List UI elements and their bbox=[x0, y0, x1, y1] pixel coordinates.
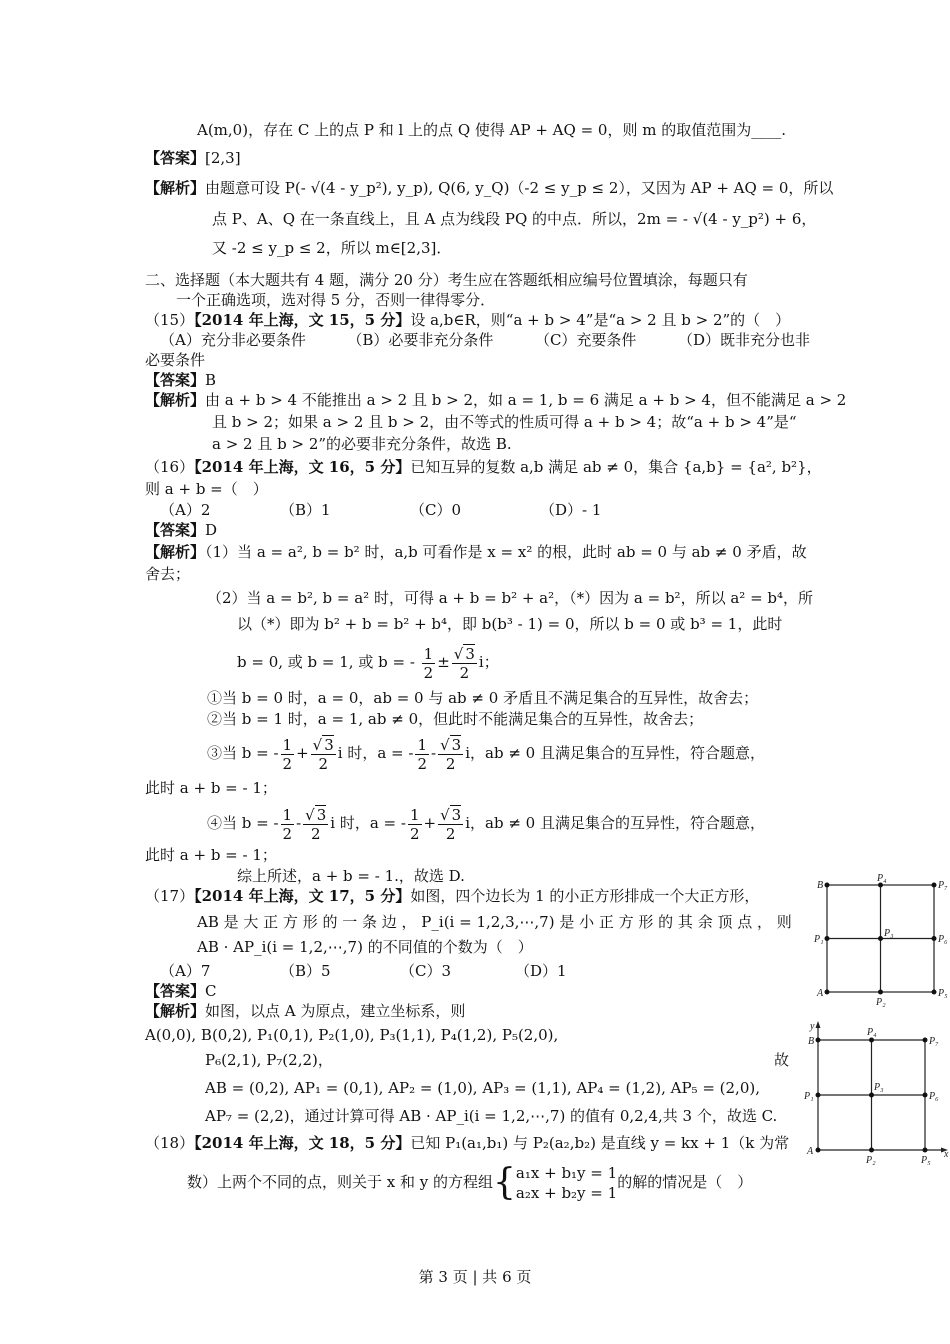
fraction-half: $\frac{1}{2}$ bbox=[423, 644, 434, 682]
equation-1: a₁x + b₁y = 1 bbox=[515, 1164, 618, 1182]
q16-case-3-wrap: 此时 a + b = - 1； bbox=[145, 779, 277, 797]
label-p5: P₅ bbox=[921, 1155, 931, 1166]
equation-system bbox=[516, 1163, 617, 1203]
formula-pre: b = 0, 或 b = 1, 或 b = - bbox=[237, 653, 415, 671]
q17-option-c: （C）3 bbox=[400, 962, 452, 980]
brace-icon: { bbox=[493, 1162, 516, 1203]
q18-text: 已知 P₁(a₁,b₁) 与 P₂(a₂,b₂) 是直线 y = kx + 1（k 为常 bbox=[410, 1134, 790, 1152]
q17-text: 如图，四个边长为 1 的小正方形排成一个大正方形， bbox=[410, 887, 760, 905]
label-p1: P₁ bbox=[804, 1091, 814, 1102]
q17-stem-2: AB 是 大 正 方 形 的 一 条 边 ， P_i(i = 1,2,3,⋯,7) 是 小 正 方 形 的 其 余 顶 点 ， 则 bbox=[197, 913, 792, 931]
q17-vectors: AB = (0,2), AP₁ = (0,1), AP₂ = (1,0), AP₃ = (1,1), AP₄ = (1,2), AP₅ = (2,0), bbox=[205, 1079, 760, 1097]
answer-value: C bbox=[205, 982, 217, 1000]
answer-label: 【答案】 bbox=[145, 371, 206, 389]
q17-answer bbox=[145, 981, 217, 1001]
label-p1: P₁ bbox=[814, 934, 824, 945]
q16-analysis-2-2: 以（*）即为 b² + b = b² + b⁴，即 b(b³ - 1) = 0，所以 b = 0 或 b³ = 1，此时 bbox=[237, 615, 783, 633]
q15-text: 设 a,b∈R，则“a + b > 4”是“a > 2 且 b > 2”的（ ） bbox=[410, 311, 791, 329]
q17-option-a: （A）7 bbox=[160, 962, 211, 980]
q17-option-b: （B）5 bbox=[280, 962, 331, 980]
q16-stem-1 bbox=[145, 457, 822, 477]
label-y-axis: y bbox=[810, 1021, 815, 1032]
q15-option-d: （D）既非充分也非 bbox=[677, 331, 810, 349]
q17-options bbox=[160, 961, 567, 981]
q16-case-2: ②当 b = 1 时，a = 1, ab ≠ 0，但此时不能满足集合的互异性，故舍去； bbox=[207, 710, 704, 728]
q16-option-c: （C）0 bbox=[410, 501, 462, 519]
analysis-text: （1）当 a = a², b = b² 时，a,b 可看作是 x = x² 的根，此时 ab = 0 与 ab ≠ 0 矛盾，故 bbox=[205, 543, 807, 561]
label-b: B bbox=[808, 1036, 815, 1047]
q18-number: （18） bbox=[145, 1134, 195, 1152]
q18-source: 【2014 年上海，文 18，5 分】 bbox=[194, 1134, 411, 1152]
q17-final: AP₇ = (2,2)，通过计算可得 AB · AP_i(i = 1,2,⋯,7) 的值有 0,2,4,共 3 个，故选 C. bbox=[205, 1107, 778, 1125]
q15-analysis-3: a > 2 且 b > 2”的必要非充分条件，故选 B. bbox=[212, 435, 512, 453]
analysis-label: 【解析】 bbox=[145, 179, 206, 197]
q16-option-b: （B）1 bbox=[280, 501, 331, 519]
analysis-text: 由 a + b > 4 不能推出 a > 2 且 b > 2，如 a = 1, b = 6 满足 a + b > 4，但不能满足 a > 2 bbox=[205, 391, 847, 409]
answer-label: 【答案】 bbox=[145, 982, 206, 1000]
analysis-text: 如图，以点 A 为原点，建立坐标系，则 bbox=[205, 1002, 466, 1020]
formula-mid: i 时，a = - bbox=[330, 814, 406, 832]
label-b: B bbox=[817, 880, 824, 891]
q18-stem-1 bbox=[145, 1133, 789, 1153]
q16-number: （16） bbox=[145, 458, 195, 476]
answer-label: 【答案】 bbox=[145, 521, 206, 539]
formula-pre: ③当 b = - bbox=[207, 744, 279, 762]
page-footer: 第 3 页 | 共 6 页 bbox=[418, 1268, 532, 1286]
q15-stem bbox=[145, 310, 790, 330]
q15-option-c: （C）充要条件 bbox=[534, 331, 637, 349]
coordinate-grid-diagram bbox=[800, 1015, 950, 1175]
formula-mid: i 时，a = - bbox=[337, 744, 414, 762]
q16-text: 已知互异的复数 a,b 满足 ab ≠ 0，集合 {a,b} = {a², b²}， bbox=[410, 458, 822, 476]
q16-summary: 综上所述，a + b = - 1.，故选 D. bbox=[237, 867, 465, 885]
q14-analysis-2: 点 P、A、Q 在一条直线上，且 A 点为线段 PQ 的中点．所以，2m = - √(4 - y_p²) + 6， bbox=[212, 210, 817, 228]
section2-heading-1: 二、选择题（本大题共有 4 题，满分 20 分）考生应在答题纸相应编号位置填涂，每题只有 bbox=[145, 271, 748, 289]
label-p3: P₃ bbox=[884, 928, 894, 939]
analysis-label: 【解析】 bbox=[145, 543, 206, 561]
square-grid-diagram bbox=[805, 868, 950, 1008]
label-a: A bbox=[817, 988, 824, 999]
q16-analysis-2-3: b = 0, 或 b = 1, 或 b = - $\frac{1}{2}$ ± $\frac{√ 3}{2}$ i； bbox=[237, 644, 499, 682]
q16-options bbox=[160, 500, 601, 520]
q16-option-d: （D）- 1 bbox=[540, 501, 602, 519]
q17-analysis-1 bbox=[145, 1001, 465, 1021]
label-x-axis: x bbox=[944, 1149, 949, 1160]
q17-number: （17） bbox=[145, 887, 195, 905]
q15-source: 【2014 年上海，文 15，5 分】 bbox=[194, 311, 411, 329]
q15-analysis-1 bbox=[145, 390, 846, 410]
formula-pre: ④当 b = - bbox=[207, 814, 279, 832]
q16-analysis-1 bbox=[145, 542, 807, 562]
analysis-label: 【解析】 bbox=[145, 1002, 206, 1020]
q15-number: （15） bbox=[145, 311, 195, 329]
q17-coords-2: P₆(2,1), P₇(2,2)， bbox=[205, 1051, 333, 1069]
label-p2: P₂ bbox=[866, 1155, 876, 1166]
q16-answer bbox=[145, 520, 217, 540]
q17-coords-1: A(0,0), B(0,2), P₁(0,1), P₂(1,0), P₃(1,1), P₄(1,2), P₅(2,0), bbox=[145, 1026, 559, 1044]
q17-coords-gu: 故 bbox=[774, 1051, 790, 1069]
q17-option-d: （D）1 bbox=[515, 962, 567, 980]
q15-option-b: （B）必要非充分条件 bbox=[347, 331, 494, 349]
q16-stem-2: 则 a + b =（ ） bbox=[145, 480, 268, 498]
q14-analysis-1 bbox=[145, 178, 833, 198]
label-p5: P₅ bbox=[938, 988, 948, 999]
q16-analysis-1-wrap: 舍去； bbox=[145, 565, 191, 583]
q16-analysis-2-1: （2）当 a = b², b = a² 时，可得 a + b = b² + a²，（*）因为 a = b²，所以 a² = b⁴，所 bbox=[207, 589, 814, 607]
q15-options bbox=[160, 330, 810, 350]
answer-value: [2,3] bbox=[205, 149, 241, 167]
label-a: A bbox=[807, 1146, 814, 1157]
formula-post: i，ab ≠ 0 且满足集合的互异性，符合题意， bbox=[465, 744, 765, 762]
q16-option-a: （A）2 bbox=[160, 501, 211, 519]
answer-label: 【答案】 bbox=[145, 149, 206, 167]
q17-source: 【2014 年上海，文 17，5 分】 bbox=[194, 887, 411, 905]
label-p2: P₂ bbox=[876, 997, 886, 1008]
analysis-text: 由题意可设 P(- √(4 - y_p²), y_p), Q(6, y_Q)（-2 ≤ y_p ≤ 2），又因为 AP + AQ = 0，所以 bbox=[205, 179, 834, 197]
answer-value: D bbox=[205, 521, 218, 539]
fraction-sqrt3-half: $\frac{√ 3}{2}$ bbox=[453, 644, 475, 682]
q18-stem-2 bbox=[187, 1160, 752, 1204]
q17-stem-3: AB · AP_i(i = 1,2,⋯,7) 的不同值的个数为（ ） bbox=[197, 938, 533, 956]
label-p7: P₇ bbox=[938, 880, 948, 891]
answer-value: B bbox=[205, 371, 217, 389]
formula-post: i，ab ≠ 0 且满足集合的互异性，符合题意， bbox=[465, 814, 765, 832]
label-p6: P₆ bbox=[929, 1091, 939, 1102]
q16-case-4: ④当 b = - $\frac{1}{2}$ - $\frac{√ 3}{2}$ i 时，a = - $\frac{1}{2}$ + $\frac{√ 3}{2}$ i，ab ≠ 0 且满足集合的互异性，符合题意， bbox=[207, 805, 765, 843]
section2-heading-2: 一个正确选项，选对得 5 分，否则一律得零分． bbox=[176, 291, 496, 309]
q14-line1: A(m,0)，存在 C 上的点 P 和 l 上的点 Q 使得 AP + AQ = 0，则 m 的取值范围为____. bbox=[197, 121, 786, 139]
q16-case-3: ③当 b = - $\frac{1}{2}$ + $\frac{√ 3}{2}$ i 时，a = - $\frac{1}{2}$ - $\frac{√ 3}{2}$ i，ab ≠ 0 且满足集合的互异性，符合题意， bbox=[207, 735, 765, 773]
analysis-label: 【解析】 bbox=[145, 391, 206, 409]
label-p4: P₄ bbox=[877, 873, 887, 884]
equation-2: a₂x + b₂y = 1 bbox=[515, 1184, 618, 1202]
q14-analysis-3: 又 -2 ≤ y_p ≤ 2，所以 m∈[2,3]． bbox=[212, 239, 452, 257]
y-axis-arrow-icon bbox=[816, 1021, 821, 1028]
label-p3: P₃ bbox=[874, 1082, 884, 1093]
q17-stem-1 bbox=[145, 886, 759, 906]
q16-source: 【2014 年上海，文 16，5 分】 bbox=[194, 458, 411, 476]
label-p6: P₆ bbox=[938, 934, 948, 945]
q15-analysis-2: 且 b > 2；如果 a > 2 且 b > 2，由不等式的性质可得 a + b > 4；故“a + b > 4”是“ bbox=[212, 413, 797, 431]
label-p7: P₇ bbox=[929, 1036, 939, 1047]
q18-text-post: 的解的情况是（ ） bbox=[617, 1173, 753, 1191]
q15-option-a: （A）充分非必要条件 bbox=[160, 331, 306, 349]
q14-answer bbox=[145, 148, 241, 168]
formula-post: i； bbox=[478, 653, 499, 671]
label-p4: P₄ bbox=[867, 1027, 877, 1038]
q18-text-pre: 数）上两个不同的点，则关于 x 和 y 的方程组 bbox=[187, 1173, 494, 1191]
q15-answer bbox=[145, 370, 216, 390]
q15-option-wrap: 必要条件 bbox=[145, 351, 206, 369]
q16-case-1: ①当 b = 0 时，a = 0，ab = 0 与 ab ≠ 0 矛盾且不满足集合的互异性，故舍去； bbox=[207, 689, 759, 707]
q16-case-4-wrap: 此时 a + b = - 1； bbox=[145, 846, 277, 864]
